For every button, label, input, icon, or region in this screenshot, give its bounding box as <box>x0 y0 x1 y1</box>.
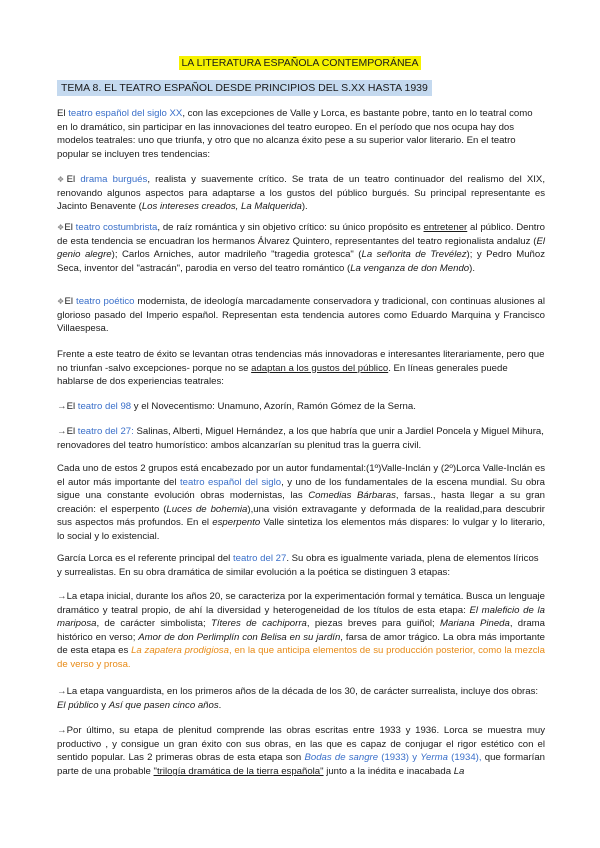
teatro-27-item: →El teatro del 27: Salinas, Alberti, Miguel Hernández, a los que habría que unir a Jardiel Poncela y Miguel Mihura, renovadores del teatro humorístico: ambos alcanzarían su plenitud tras la guerra civil. <box>57 426 544 451</box>
garcia-lorca-paragraph: García Lorca es el referente principal del teatro del 27. Su obra es igualmente variada, plena de elementos líricos y surrealistas. En su obra dramática de similar evolución a la poética se distinguen 3 etapas: <box>57 553 539 578</box>
etapa-plenitud-item: →Por último, su etapa de plenitud comprende las obras escritas entre 1933 y 1936. Lorca se muestra muy productivo , y consigue un gran éxito con sus obras, en las que es capaz de conjugar el rigor estético con el sentido popular. Las 2 primeras obras de esta etapa son Bodas de sangre (1933) y Yerma (1934), que formarían parte de una probable "trilogía dramática de la tierra española" junto a la inédita e inacabada La <box>57 725 545 777</box>
etapa-inicial-item: →La etapa inicial, durante los años 20, se caracteriza por la experimentación formal y temática. Busca un lenguaje dramático y teatral propio, de ahí la diversidad y heterogeneidad de los títulos de esta etapa: El maleficio de la mariposa, de carácter simbolista; Títeres de cachiporra, piezas breves para guiñol; Mariana Pineda, drama histórico en verso; Amor de don Perlimplín con Belisa en su jardín, farsa de amor trágico. La obra más importante de esta etapa es La zapatera prodigiosa, en la que anticipa elementos de su producción posterior, como la mezcla de verso y prosa. <box>57 591 546 670</box>
drama-burgues-paragraph: ❖El drama burgués, realista y suavemente crítico. Se trata de un teatro continuador del realismo del XIX, renovando algunos aspectos para adaptarse a los gustos del público burgués. Su principal representante es Jacinto Benavente (Los intereses creados, La Malquerida). <box>57 174 546 213</box>
arrow-bullet-icon: → <box>57 591 67 602</box>
diamond-bullet-icon: ❖ <box>57 223 65 232</box>
section-subtitle: TEMA 8. EL TEATRO ESPAÑOL DESDE PRINCIPIOS DEL S.XX HASTA 1939 <box>57 80 432 96</box>
valle-inclan-paragraph: Cada uno de estos 2 grupos está encabezado por un autor fundamental:(1º)Valle-Inclán y (2º)Lorca Valle-Inclán es el autor más importante del teatro español del siglo, y uno de los fundamentales de la escena mundial. Su obra sigue una constante evolución obras modernistas, las Comedias Bárbaras, farsas., hasta llegar a su gran creación: el esperpento (Luces de bohemia),una visión extravagante y deformada de la realidad,para descubrir sus aspectos más profundos. En el esperpento Valle sintetiza los elementos más dispares: lo vulgar y lo literario, lo social y lo existencial. <box>57 463 546 542</box>
teatro-98-item: →El teatro del 98 y el Novecentismo: Unamuno, Azorín, Ramón Gómez de la Serna. <box>57 401 416 412</box>
intro-paragraph: El teatro español del siglo XX, con las excepciones de Valle y Lorca, es bastante pobre, tanto en lo teatral como en lo dramático, sin participar en las innovaciones del teatro europeo. En el período que nos ocupa hay dos modelos teatrales: uno que triunfa, y otro que no alcanza éxito pese a su superior valor literario. En el teatro popular se incluyen tres tendencias: <box>57 108 533 160</box>
page-title: LA LITERATURA ESPAÑOLA CONTEMPORÁNEA <box>181 57 419 69</box>
arrow-bullet-icon: → <box>57 725 67 736</box>
arrow-bullet-icon: → <box>57 401 67 412</box>
arrow-bullet-icon: → <box>57 426 67 437</box>
frente-paragraph: Frente a este teatro de éxito se levantan otras tendencias más innovadoras e interesantes literariamente, pero que no triunfan -salvo excepciones- porque no se adaptan a los gustos del público. En líneas generales puede hablarse de dos experiencias teatrales: <box>57 349 545 388</box>
teatro-poetico-paragraph: ❖El teatro poético modernista, de ideología marcadamente conservadora y tradicional, con continuas alusiones al glorioso pasado del Imperio español. Representan esta tendencia autores como Eduardo Marquina y Francisco Villaespesa. <box>57 296 546 335</box>
etapa-vanguardista-item: →La etapa vanguardista, en los primeros años de la década de los 30, de carácter surrealista, incluye dos obras: El público y Así que pasen cinco años. <box>57 686 539 711</box>
diamond-bullet-icon: ❖ <box>57 175 67 184</box>
diamond-bullet-icon: ❖ <box>57 297 65 306</box>
arrow-bullet-icon: → <box>57 686 67 697</box>
teatro-costumbrista-paragraph: ❖El teatro costumbrista, de raíz romántica y sin objetivo crítico: su único propósito es entretener al público. Dentro de esta tendencia se encuadran los hermanos Álvarez Quintero, representantes del teatro regionalista andaluz (El genio alegre); Carlos Arniches, autor madrileño "tragedia grotesca" (La señorita de Trevélez); y Pedro Muñoz Seca, inventor del "astracán", parodia en verso del teatro romántico (La venganza de don Mendo). <box>57 222 545 274</box>
